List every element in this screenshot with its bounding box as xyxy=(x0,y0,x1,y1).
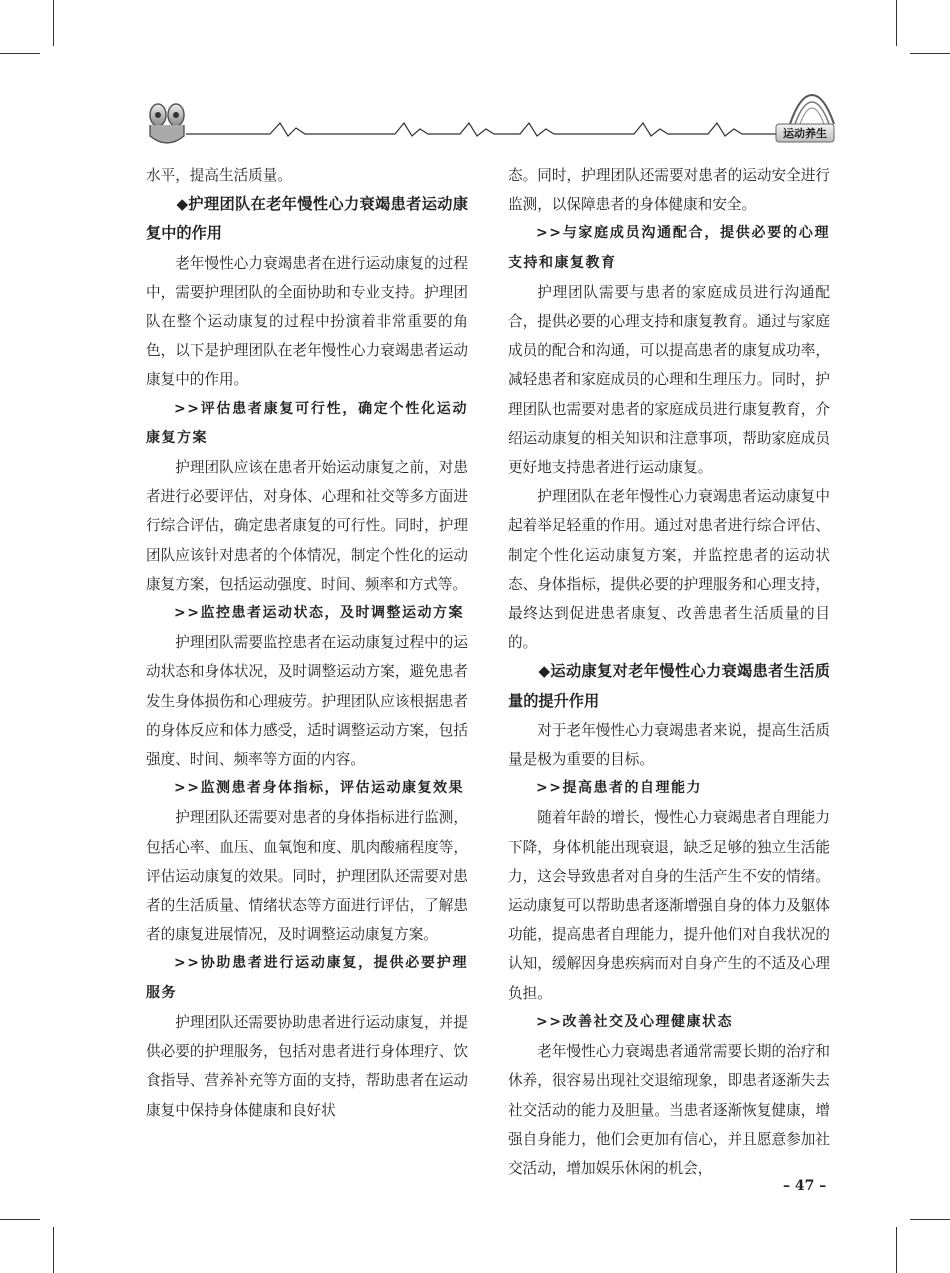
arch-icon xyxy=(790,95,834,124)
page-number: – 47 – xyxy=(783,1178,827,1194)
paragraph: 老年慢性心力衰竭患者通常需要长期的治疗和休养，很容易出现社交退缩现象，即患者逐渐失去社交活动的能力及胆量。当患者逐渐恢复健康，增强自身能力，他们会更加有信心，并且愿意参加社交活动，增加娱乐休闲的机会， xyxy=(508,1043,830,1177)
paragraph: 护理团队在老年慢性心力衰竭患者运动康复中起着举足轻重的作用。通过对患者进行综合评估、制定个性化运动康复方案，并监控患者的运动状态、身体指标，提供必要的护理服务和心理支持，最终达到促进患者康复、改善患者生活质量的目的。 xyxy=(508,488,830,652)
paragraph: 护理团队应该在患者开始运动康复之前，对患者进行必要评估，对身体、心理和社交等多方面进行综合评估，确定患者康复的可行性。同时，护理团队应该针对患者的个体情况，制定个性化的运动康复方案，包括运动强度、时间、频率和方式等。 xyxy=(146,459,468,593)
left-column xyxy=(146,161,468,1125)
paragraph: 随着年龄的增长，慢性心力衰竭患者自理能力下降，身体机能出现衰退，缺乏足够的独立生活能力，这会导致患者对自身的生活产生不安的情绪。运动康复可以帮助患者逐渐增强自身的体力及躯体功能，提高患者自理能力，提升他们对自我状况的认知，缓解因身患疾病而对自身产生的不适及心理负担。 xyxy=(508,809,830,1002)
crop-mark xyxy=(896,1227,897,1273)
right-column xyxy=(508,161,830,1183)
subsection-heading: >>监控患者运动状态，及时调整运动方案 xyxy=(174,605,464,622)
paragraph: 护理团队还需要协助患者进行运动康复，并提供必要的护理服务，包括对患者进行身体理疗、饮食指导、营养补充等方面的支持，帮助患者在运动康复中保持身体健康和良好状 xyxy=(146,1013,468,1119)
header-zigzag-line xyxy=(186,123,776,136)
paragraph: 护理团队还需要对患者的身体指标进行监测，包括心率、血压、血氧饱和度、肌肉酸痛程度等，评估运动康复的效果。同时，护理团队还需要对患者的生活质量、情绪状态等方面进行评估，了解患者的康复进展情况，及时调整运动康复方案。 xyxy=(146,809,468,944)
subsection-heading: >>与家庭成员沟通配合，提供必要的心理支持和康复教育 xyxy=(508,225,830,271)
subsection-heading: >>监测患者身体指标，评估运动康复效果 xyxy=(174,780,464,797)
crop-mark xyxy=(0,1219,40,1220)
paragraph: 态。同时，护理团队还需要对患者的运动安全进行监测，以保障患者的身体健康和安全。 xyxy=(508,167,830,214)
paragraph: 水平，提高生活质量。 xyxy=(146,167,292,184)
page-header xyxy=(0,90,950,150)
paragraph: 对于老年慢性心力衰竭患者来说，提高生活质量是极为重要的目标。 xyxy=(508,721,830,769)
logo-icon xyxy=(150,104,184,143)
crop-mark xyxy=(910,53,950,54)
crop-mark xyxy=(0,53,40,54)
crop-mark xyxy=(53,0,54,46)
crop-mark xyxy=(896,0,897,46)
subsection-heading: >>评估患者康复可行性，确定个性化运动康复方案 xyxy=(146,400,468,446)
crop-mark xyxy=(910,1219,950,1220)
subsection-heading: >>协助患者进行运动康复，提供必要护理服务 xyxy=(146,955,468,1001)
section-heading: ◆护理团队在老年慢性心力衰竭患者运动康复中的作用 xyxy=(146,195,468,243)
paragraph: 护理团队需要监控患者在运动康复过程中的运动状态和身体状况，及时调整运动方案，避免患者发生身体损伤和心理疲劳。护理团队应该根据患者的身体反应和体力感受，适时调整运动方案，包括强度、时间、频率等方面的内容。 xyxy=(146,634,468,769)
subsection-heading: >>改善社交及心理健康状态 xyxy=(536,1013,733,1030)
paragraph: 老年慢性心力衰竭患者在进行运动康复的过程中，需要护理团队的全面协助和专业支持。护理团队在整个运动康复的过程中扮演着非常重要的角色，以下是护理团队在老年慢性心力衰竭患者运动康复中的作用。 xyxy=(146,254,468,389)
paragraph: 护理团队需要与患者的家庭成员进行沟通配合，提供必要的心理支持和康复教育。通过与家庭成员的配合和沟通，可以提高患者的康复成功率，减轻患者和家庭成员的心理和生理压力。同时，护理团队也需要对患者的家庭成员进行康复教育，介绍运动康复的相关知识和注意事项，帮助家庭成员更好地支持患者进行运动康复。 xyxy=(508,283,830,477)
subsection-heading: >>提高患者的自理能力 xyxy=(536,780,702,797)
section-tag: 运动养生 xyxy=(783,127,827,140)
section-heading: ◆运动康复对老年慢性心力衰竭患者生活质量的提升作用 xyxy=(508,662,830,710)
crop-mark xyxy=(53,1227,54,1273)
